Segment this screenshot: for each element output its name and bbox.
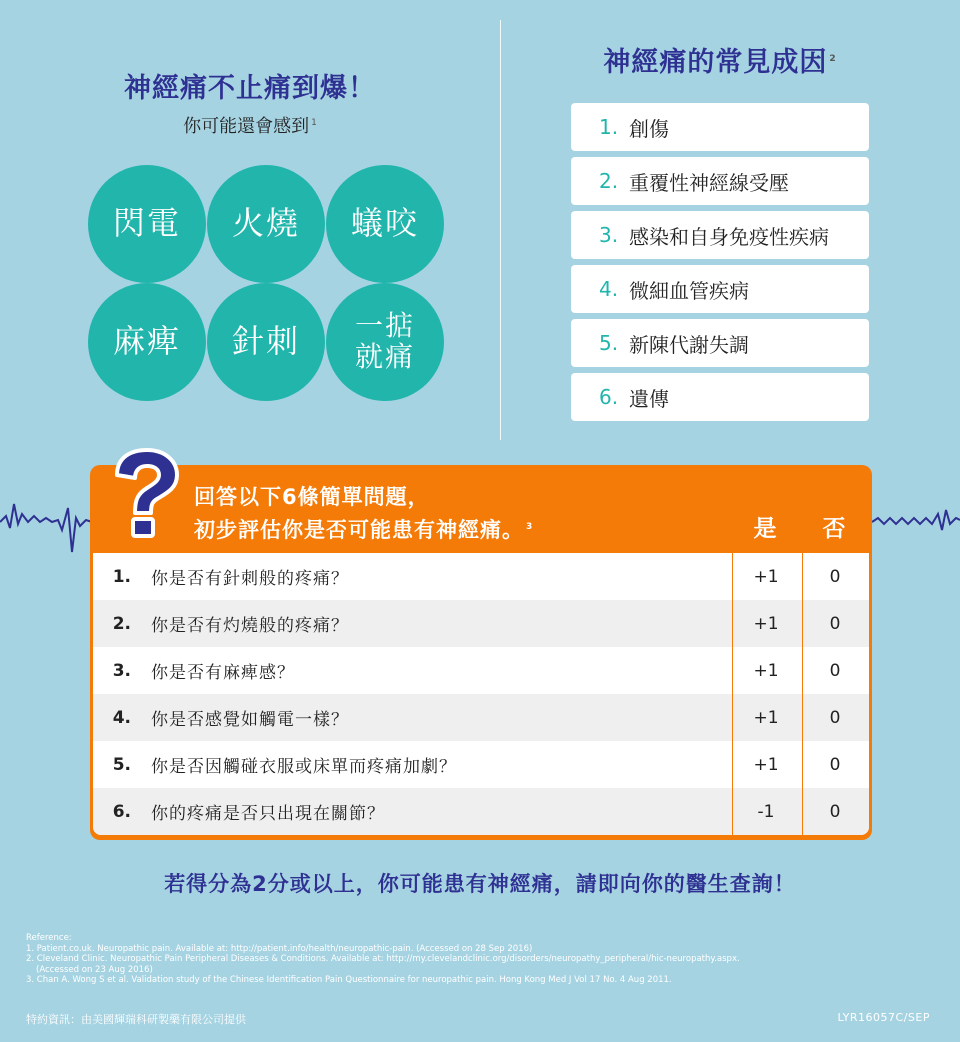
symptom-numbness: 麻痺 [88, 283, 206, 401]
symptom-pins-needles: 針刺 [207, 283, 325, 401]
cause-item: 6. 遺傳 [571, 373, 869, 421]
column-header-yes: 是 [753, 516, 777, 542]
cause-item: 5. 新陳代謝失調 [571, 319, 869, 367]
reference-marker: 3 [526, 522, 534, 532]
cause-item: 2. 重覆性神經線受壓 [571, 157, 869, 205]
references: Reference: 1. Patient.co.uk. Neuropathic pain. Available at: http://patient.info/health/neuropathic-pain. (Accessed on 28 Sep 2016) 2. Cleveland Clinic. Neuropathic Pain Peripheral Diseases & Conditions. Available at: http://my.clevelandclinic.org/disorders/neuropathy_peripheral/hic-neuropathy.aspx. (Accessed on 23 Aug 2016) 3. Chan A. Wong S et al. Validation study of the Chinese Identification Pain Questionnaire for neuropathic pain. Hong Kong Med J Vol 17 No. 4 Aug 2011. [26, 933, 740, 985]
vertical-divider [500, 20, 501, 440]
column-header-no: 否 [822, 516, 846, 542]
symptom-lightning: 閃電 [88, 165, 206, 283]
symptom-touch-pain: 一掂 就痛 [326, 283, 444, 401]
table-row: 4. 你是否感覺如觸電一樣？ +1 0 [93, 694, 869, 741]
cause-item: 1. 創傷 [571, 103, 869, 151]
symptoms-title: 神經痛不止痛到爆！ [124, 73, 376, 104]
questionnaire-heading: 回答以下6條簡單問題， 初步評估你是否可能患有神經痛。 $^3$ [194, 485, 534, 542]
table-row: 6. 你的疼痛是否只出現在關節？ -1 0 [93, 788, 869, 835]
symptom-ant-bite: 蟻咬 [326, 165, 444, 283]
questionnaire-table [93, 553, 869, 835]
cause-item: 3. 感染和自身免疫性疾病 [571, 211, 869, 259]
table-row: 1. 你是否有針刺般的疼痛？ +1 0 [112, 566, 841, 589]
column-divider [802, 553, 803, 835]
column-divider [732, 553, 733, 835]
sponsor-text: 特約資訊：由美國輝瑞科研製藥有限公司提供 [26, 1013, 246, 1026]
table-row: 5. 你是否因觸碰衣服或床單而疼痛加劇？ +1 0 [112, 754, 841, 777]
symptom-burning: 火燒 [207, 165, 325, 283]
conclusion-text: 若得分為2分或以上，你可能患有神經痛，請即向你的醫生查詢！ [164, 872, 796, 896]
causes-title: 神經痛的常見成因 $^2$ [603, 47, 837, 78]
table-row: 3. 你是否有麻痺感？ +1 0 [112, 660, 841, 683]
question-mark-icon [105, 447, 185, 542]
cause-item: 4. 微細血管疾病 [571, 265, 869, 313]
document-code: LYR16057C/SEP [837, 1011, 930, 1024]
table-row: 2. 你是否有灼燒般的疼痛？ +1 0 [93, 600, 869, 647]
reference-marker: 2 [829, 54, 837, 64]
reference-marker: 1 [311, 118, 317, 128]
symptoms-subtitle: 你可能還會感到 $^1$ [183, 116, 317, 137]
